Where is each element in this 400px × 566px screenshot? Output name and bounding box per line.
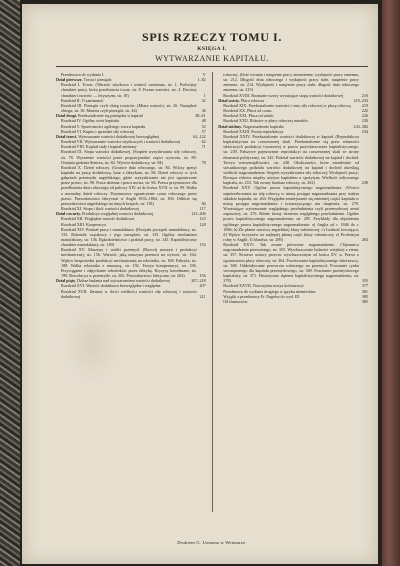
toc-entry-text: Dalsze badania nad wytwarzaniem wartości dodatkowej xyxy=(77,278,171,284)
contents-columns xyxy=(56,72,368,512)
toc-entry-text: Przedmowa do wydania drugiego w języku niemieckim xyxy=(223,288,316,294)
toc-entry-text: Rozdział VIII. Kapitał stały i kapitał zmienny xyxy=(61,144,137,150)
toc-entry-page: 226 xyxy=(361,113,368,119)
toc-entry xyxy=(56,165,206,206)
toc-entry-text: Rozdział XIX. Przekształcenie wartości i ceny siły roboczej w płacę roboczą xyxy=(223,102,351,108)
toc-entry-page: 36 xyxy=(201,108,206,114)
book-cover-edge xyxy=(382,0,400,566)
toc-entry-lead: Dział szósty. xyxy=(218,97,240,103)
toc-entry-text: Wytwarzanie wartości dodatkowej bezwzględnej xyxy=(78,133,160,139)
toc-entry xyxy=(218,242,368,283)
toc-entry-page: 117 xyxy=(199,206,206,212)
toc-entry-text: Nagromadzenie kapitału xyxy=(243,123,284,129)
contents-column-left xyxy=(56,72,206,512)
toc-entry-text: Rozdział VII. Wytwarzanie wartości użytkowych i wartości dodatkowej xyxy=(61,139,181,145)
toc-entry-page: 211 xyxy=(199,293,206,299)
toc-entry-text: Rozdział XXII. Różnice w płacy roboczej narodów xyxy=(223,118,309,124)
toc-entry-page: 123–206 xyxy=(191,211,206,217)
toc-entry-text: Rozdział XXIII. Prosta reprodukcya xyxy=(223,128,284,134)
section-title: WYTWARZANIE KAPITAŁU. xyxy=(155,54,269,63)
toc-entry-page: 48–61 xyxy=(195,113,206,119)
toc-entry-page: 219–233 xyxy=(353,97,368,103)
toc-entry xyxy=(218,185,368,242)
toc-entry-page: 78 xyxy=(201,159,206,165)
toc-entry-page: 62 xyxy=(201,139,206,145)
toc-entry-text: Rozdział XXI. Płaca od sztuki xyxy=(223,113,274,119)
toc-entry-text: Rozdział II. O zamianach xyxy=(61,97,104,103)
header-rule xyxy=(56,66,368,67)
toc-entry-page: 385 xyxy=(361,293,368,299)
toc-entry-text: Towar i pieniądz xyxy=(83,77,112,83)
toc-entry-page: 84 xyxy=(201,200,206,206)
toc-entry-text: Rozdział XVI. Wartość dodatkowa bezwzględna i względna xyxy=(61,283,161,289)
toc-entry-page: 1 xyxy=(203,92,206,98)
toc-entry-page: 123 xyxy=(199,216,206,222)
toc-entry-page: 219 xyxy=(361,102,368,108)
printer-line: Drukiem G. Uzmana w Weimarze. xyxy=(177,540,247,545)
book-label: KSIĘGA I. xyxy=(197,46,227,52)
toc-entry-page: 222 xyxy=(361,108,368,114)
toc-entry-text: Rozdział XIV. Podział pracy i manufaktura. (Dwojaki początek manufaktury, str. 133. Robotnik cząstkowy i jego narzędzie, str. 135. Ogólny mechanizm manufaktury, str. 136. Rękodzielnictwo i podział pracy, str. 145. Kapitalistyczny charakter manufaktury, str. 149) xyxy=(61,226,197,248)
toc-entry-text: Rozdział IX. Stopa wartości dodatkowej. (Stopień wyzyskiwania siły roboczej, str. 78. Wyrażenie wartości przez proporcjonalne części wytworu, str. 80. Ostatnia godzina Seniora, str. 82. Wytwór dodatkowy, str. 84) xyxy=(61,149,197,165)
toc-entry-page: 57 xyxy=(201,128,206,134)
toc-entry-page: 377 xyxy=(361,283,368,289)
toc-entry-page: 32 xyxy=(201,97,206,103)
toc-entry-text: roboczej. (Ilość trwania i natężenie pracy niezmienne; wydajność pracy zmienna, str. 212. Długość dnia roboczego i wydajność pracy stałe, natężenie pracy zmienne, str. 214. Wydajność i natężenie pracy stałe; długość dnia roboczego zmienna, str. 215) xyxy=(223,72,359,93)
toc-entry-page: 52 xyxy=(201,123,206,129)
toc-entry-page: 207–218 xyxy=(191,278,206,284)
column-divider xyxy=(212,72,213,512)
toc-entry xyxy=(56,82,206,97)
toc-entry xyxy=(56,289,206,299)
toc-entry-lead: Dział drugi. xyxy=(56,113,77,119)
toc-entry-page: 381 xyxy=(361,288,368,294)
toc-entry-page: 207 xyxy=(199,283,206,289)
toc-entry-text: Rozdział V. Sprzeczności ogólnego wzoru kapitału xyxy=(61,123,146,129)
toc-entry-lead: Dział piąty. xyxy=(56,278,77,284)
marbled-book-edge xyxy=(0,0,20,566)
toc-entry-text: Rozdział XXV. Ogólne prawa kapitalistycznego nagromadzenia. (Wzrost zapotrzebowania na siłę roboczą w miarę postępu nagromadzania przy stałym składzie kapitału, str. 264. Względne zmniejszanie się zmiennej części kapitału w miarę postępu nagromadzania i towarzyszącego mu skupienia, str. 270. Wzrastające wytwarzanie względnego przeludnienia czyli przemysłowej armii zapasowej, str. 276. Różne formy istnienia względnego przeludnienia. Ogólne prawo kapitalistycznego nagromadzenia, str. 285. Przykłady dla objaśnienia ogólnego prawa kapitalistycznego nagromadzenia: a) Anglia od r. 1846 do r. 1866; b) Źle płatne warstwy angielskiej klasy robotniczej; c) Ludność koczująca; d) Wpływ kryzysów na najlepiej płatną część klasy robotniczej; e) Proletaryat rolny w Anglii; f) Irlandya, str. 289) xyxy=(223,185,359,242)
toc-entry-page: 62–122 xyxy=(193,133,206,139)
toc-entry-text: Rozdział XVII. Zmiany w ilości wielkości wartości siły roboczej i wartości dodatkowej xyxy=(61,288,197,299)
toc-entry-text: Wyjątki z przedmowy Fr. Engelsa do wyd. III. xyxy=(223,293,301,299)
toc-entry xyxy=(56,247,206,278)
toc-entry-text: Rozdział XII. Względna wartość dodatkowa xyxy=(61,216,135,222)
toc-entry-text: Od tłumaczów xyxy=(223,298,248,304)
toc-entry-page: 156 xyxy=(199,273,206,279)
toc-entry-text: Płaca robocza xyxy=(240,97,265,103)
toc-entry-page: 385 xyxy=(361,298,368,304)
toc-entry-text: Produkcya względnej wartości dodatkowej xyxy=(82,211,154,217)
toc-entry xyxy=(218,299,368,304)
toc-entry-text: Rozdział XV. Maszyny i wielki przemysł. (Rozwój maszyn i produkcyi mechanicznej, str. 156. Wartość, jaką maszyna przenosi na wytwór, str. 164. Wpływ bezpośredni produkcyi mechanicznej na robotnika, str. 168. Fabryka, str. 188. Walka robotnika z maszyną, str. 192. Teorya kompensacyi, str. 196. Przyciąganie i odpychanie robotników przez fabrykę. Kryzysy bawełniane, str. 199. Rewolucya w przemyśle, str. 202. Prawodawstwo fabryczne, str. 204) xyxy=(61,247,197,279)
toc-entry xyxy=(218,134,368,186)
toc-entry-text: Przekształcenie się pieniądza w kapitał xyxy=(77,113,143,119)
toc-entry xyxy=(56,103,206,113)
toc-entry-page: 238 xyxy=(361,180,368,186)
toc-entry xyxy=(218,72,368,93)
toc-entry-text: Rozdział XVIII. Rozmaite wzory wyrażające stopę wartości dodatkowej xyxy=(223,92,344,98)
toc-entry-page: V xyxy=(202,72,206,77)
toc-entry-page: 1–82 xyxy=(197,77,206,83)
toc-entry-text: Rozdział X. Dzień roboczy. (Granice dnia roboczego, str. 84. Wilczy apetyt kapitału na pracę dodatkową; lutar a fabrykant, str. 86. Dzień roboczy w tych gałęziach przemysłu angielskiego, gdzie wyzyskiwanie nie jest ograniczone przez prawo, str. 90. Praca dzienna i praca nocna, str. 96. Prawa przymusowe dla przedłużenia dnia roboczego od połowy XIV. aż do końca XVII. w. str. 99. Walka o normalny dzień roboczy. Przymusowe ograniczenie czasu roboczego przez prawo. Prawodawstwo fabryczne w Anglii 1833–1864, str. 106. Odbicie się prawodawstwa angielskiego na innych krajach, str. 118) xyxy=(61,164,197,206)
toc-entry-page: 133 xyxy=(199,242,206,248)
toc-entry-text: Rozdział XXVI. Tak zwane pierwotne nagromadzenie. (Tajemnica nagromadzenia pierwotnego, str. 355. Wywłaszczenie ludności wiejskiej z ziemi, str. 357. Krwawe ustawy przeciw wywłaszczonym od końca XV. w. Prawa o ograniczeniu płacy roboczej, str. 364. Powstawanie kapitalistycznego dzierżawcy, str. 368. Oddziaływanie przewrotu rolniczego na przemysł. Powstanie rynku wewnętrznego dla kapitału przemysłowego, str. 369. Powstanie przemysłowego kapitalisty, str. 371. Historyczne dążenie kapitalistycznego nagromadzenia, str. 378) xyxy=(223,242,359,284)
book-page xyxy=(22,4,378,564)
toc-entry xyxy=(56,227,206,248)
toc-entry-page: 48 xyxy=(201,118,206,124)
toc-entry-lead: Dział pierwszy. xyxy=(56,77,83,83)
toc-entry-lead: Dział trzeci. xyxy=(56,133,78,139)
toc-entry-text: Rozdział VI. Kupno i sprzedaż siły roboczej xyxy=(61,128,135,134)
toc-entry-page: 216 xyxy=(361,92,368,98)
document-title: SPIS RZECZY TOMU I. xyxy=(142,30,282,44)
toc-entry-text: Rozdział XI. Stopa i ilość wartości dodatkowej xyxy=(61,206,140,212)
toc-entry-text: Rozdział IV. Ogólny wzór kapitału xyxy=(61,118,119,124)
toc-entry-text: Rozdział XXVII. Nowożytna teorya kolonizacyi xyxy=(223,283,304,289)
toc-entry-page: 233–382 xyxy=(353,123,368,129)
toc-entry-page: 71 xyxy=(201,144,206,150)
toc-entry-text: Rozdział XIII. Kooperacya xyxy=(61,221,106,227)
toc-entry-text: Rozdział III. Pieniądz czyli obieg towarów. (Miara wartości, str. 26. Narzędzie obiegu, str. 30. Moneta czyli pieniądz, str. 44) xyxy=(61,102,197,114)
toc-entry-page: 128 xyxy=(199,221,206,227)
toc-entry-text: Przedmowa do wydania I. xyxy=(61,72,105,77)
toc-entry-page: 264 xyxy=(361,237,368,242)
toc-entry xyxy=(56,149,206,164)
toc-entry-page: 355 xyxy=(361,278,368,284)
toc-entry-text: Rozdział I. Towar. (Wartość użytkowa i wartość zamienna, str. 1. Podwójny charakter pracy, która przedstawia towar, str. 8. Forma wartości, str. 4. Dwoisty charakter towarów — fetyszyzm, str. 18) xyxy=(61,82,197,98)
toc-entry-page: 234 xyxy=(361,128,368,134)
toc-entry-lead: Dział siódmy. xyxy=(218,123,242,129)
toc-entry-lead: Dział czwarty. xyxy=(56,211,82,217)
toc-entry-text: Rozdział XXIV. Przekształcenie wartości dodatkowej w kapitał. (Reprodukcya kapitalistyczna na rozszerzonej skali. Przekształcenie się praw własności właściwych produkcyi towarowej w prawa przywłaszczenia kapitalistycznego, str. 239. Fałszywe pojmowanie reprodukcyi na rozszerzonej skali ze strony ekonomii politycznej, str. 245. Podział wartości dodatkowej na kapitał i dochód. Teorya wstrzemięźliwości, str. 248. Okoliczności, które niezależnie od stosunkowego podziału wartości dodatkowej na kapitał i dochód określają wielkość nagromadzenia: Stopień wyzyskiwania siły roboczej; Wydajność pracy; Rosnąca różnica między użytym kapitałem a spożytym; Wielkość zaliczonego kapitału, str. 253. Tak zwany fundusz roboczy, str. 262) xyxy=(223,133,359,186)
contents-column-right xyxy=(218,72,368,512)
page-header xyxy=(56,30,368,70)
toc-entry-page: 230 xyxy=(361,118,368,124)
toc-entry-text: Rozdział XX. Płaca od czasu xyxy=(223,108,272,114)
